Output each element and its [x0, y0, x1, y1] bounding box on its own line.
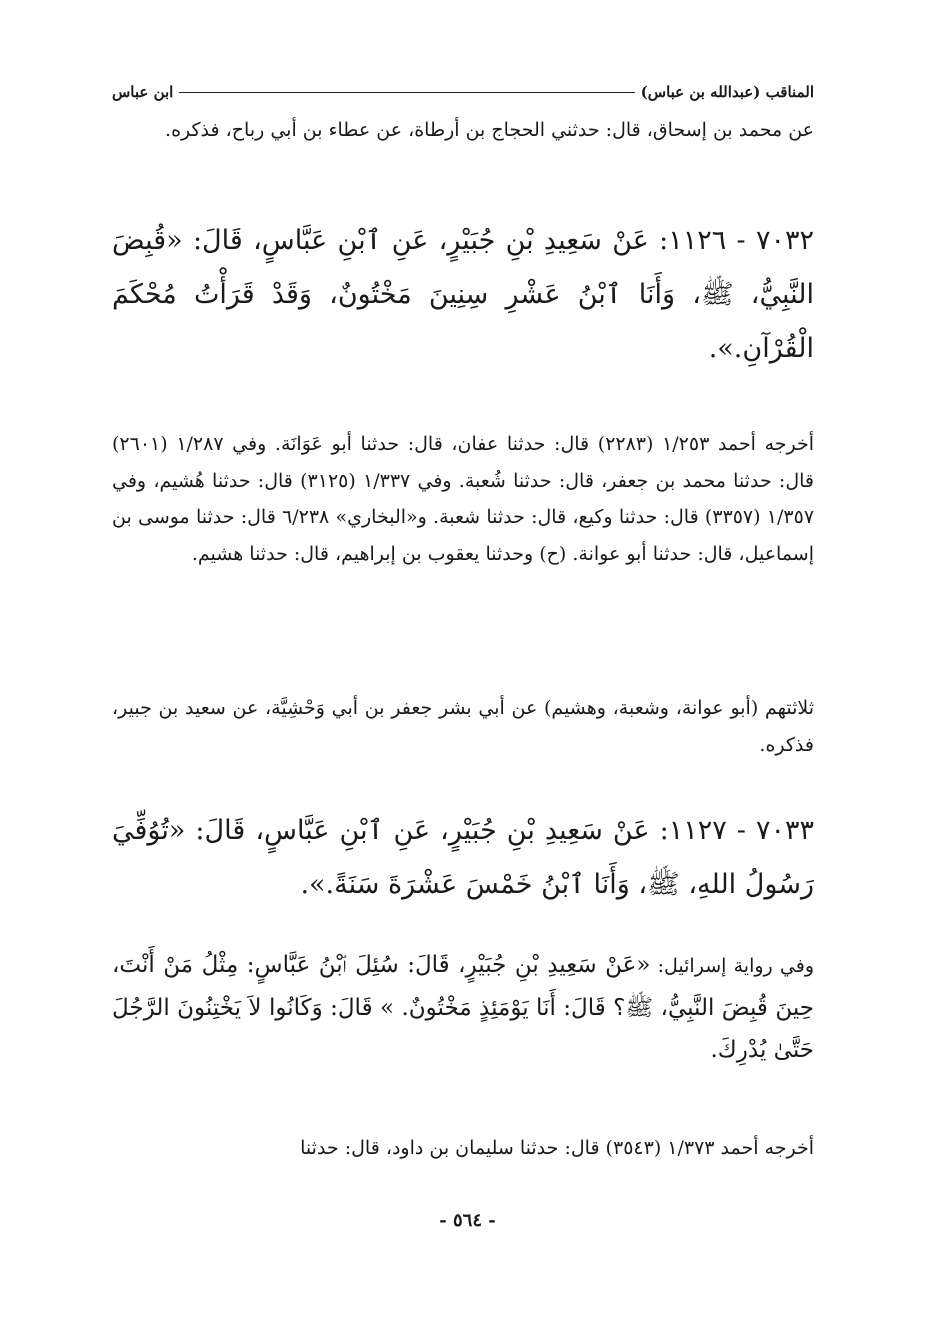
riwaya-body: «عَنْ سَعِيدِ بْنِ جُبَيْرٍ، قَالَ: سُئِلَ ٱبْنُ عَبَّاسٍ: مِثْلُ مَنْ أَنْتَ، حِينَ قُبِضَ النَّبِيُّ، ﷺ؟ قَالَ: أَنَا يَوْمَئِذٍ مَخْتُونٌ. » قَالَ: وَكَانُوا لاَ يَخْتِنُونَ الرَّجُلَ حَتَّىٰ يُدْرِكَ.: [112, 952, 814, 1063]
hadith-7033: ٧٠٣٣ - ١١٢٧: عَنْ سَعِيدِ بْنِ جُبَيْرٍ، عَنِ ٱبْنِ عَبَّاسٍ، قَالَ: «تُوُفِّيَ رَسُولُ اللهِ، ﷺ، وَأَنَا ٱبْنُ خَمْسَ عَشْرَةَ سَنَةً.».: [112, 815, 814, 900]
running-header: [112, 76, 814, 108]
riwaya-israil: [112, 944, 814, 1071]
takhrij-7032: أخرجه أحمد ١/٢٥٣ (٢٢٨٣) قال: حدثنا عفان، قال: حدثنا أبو عَوَانَة. وفي ١/٢٨٧ (٢٦٠١) قال: حدثنا محمد بن جعفر، قال: حدثنا شُعبة. وفي ١/٣٣٧ (٣١٢٥) قال: حدثنا هُشيم، وفي ١/٣٥٧ (٣٣٥٧) قال: حدثنا وكيع، قال: حدثنا شعبة. و«البخاري» ٦/٢٣٨ قال: حدثنا موسى بن إسماعيل، قال: حدثنا أبو عوانة. (ح) وحدثنا يعقوب بن إبراهيم، قال: حدثنا هشيم.: [112, 433, 815, 565]
header-book-section: المناقب (عبدالله بن عباس): [640, 83, 814, 101]
paragraph-isnad-end: عن محمد بن إسحاق، قال: حدثني الحجاج بن أرطاة، عن عطاء بن أبي رباح، فذكره.: [165, 119, 814, 141]
header-rule: [179, 92, 634, 93]
hadith-7032: ٧٠٣٢ - ١١٢٦: عَنْ سَعِيدِ بْنِ جُبَيْرٍ، عَنِ ٱبْنِ عَبَّاسٍ، قَالَ: «قُبِضَ النَّبِيُّ، ﷺ، وَأَنَا ٱبْنُ عَشْرِ سِنِينَ مَخْتُونٌ، وَقَدْ قَرَأْتُ مُحْكَمَ الْقُرْآنِ.».: [112, 225, 814, 364]
page-number: - ٥٦٤ -: [439, 1210, 496, 1231]
paragraph-narrators: ثلاثتهم (أبو عوانة، وشعبة، وهشيم) عن أبي بشر جعفر بن أبي وَحْشِيَّة، عن سعيد بن جبير، فذكره.: [112, 697, 814, 756]
header-chapter: ابن عباس: [112, 83, 174, 101]
takhrij-7033: أخرجه أحمد ١/٣٧٣ (٣٥٤٣) قال: حدثنا سليمان بن داود، قال: حدثنا: [300, 1137, 814, 1159]
riwaya-lead: وفي رواية إسرائيل:: [650, 955, 815, 977]
